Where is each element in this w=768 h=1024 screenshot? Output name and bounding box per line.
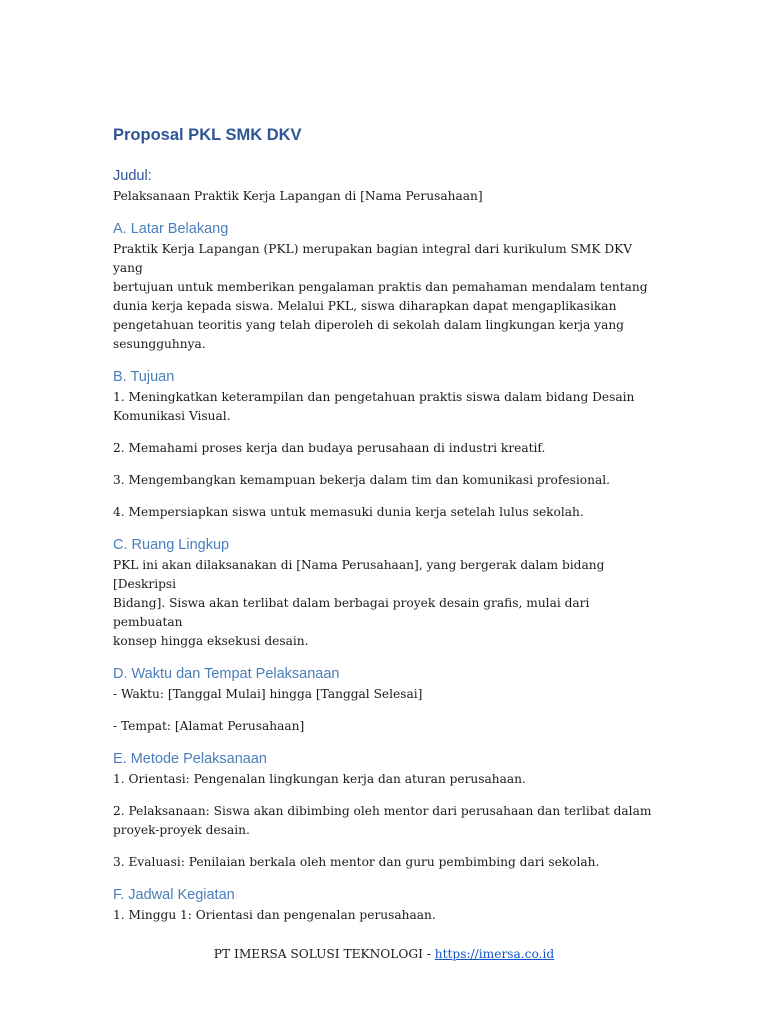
list-item	[113, 685, 653, 704]
list-item	[113, 471, 653, 490]
list-item	[113, 439, 653, 458]
latar-belakang-line: Praktik Kerja Lapangan (PKL) merupakan bagian integral dari kurikulum SMK DKV yang	[113, 242, 633, 275]
list-item	[113, 388, 653, 426]
document-page	[113, 122, 653, 937]
latar-belakang-line: bertujuan untuk memberikan pengalaman praktis dan pemahaman mendalam tentang	[113, 280, 648, 294]
judul-text: Pelaksanaan Praktik Kerja Lapangan di [Nama Perusahaan]	[113, 189, 483, 203]
list-item	[113, 717, 653, 736]
list-item-line: 1. Meningkatkan keterampilan dan pengetahuan praktis siswa dalam bidang Desain	[113, 390, 635, 404]
latar-belakang-line: dunia kerja kepada siswa. Melalui PKL, siswa diharapkan dapat mengaplikasikan	[113, 299, 617, 313]
latar-belakang-line: sesungguhnya.	[113, 337, 206, 351]
list-item	[113, 770, 653, 789]
list-item	[113, 853, 653, 872]
section-judul	[113, 165, 653, 206]
list-item-line: 1. Orientasi: Pengenalan lingkungan kerja dan aturan perusahaan.	[113, 772, 526, 786]
section-metode	[113, 748, 653, 872]
page-footer	[0, 945, 768, 963]
heading-latar-belakang: A. Latar Belakang	[113, 221, 229, 237]
heading-ruang-lingkup: C. Ruang Lingkup	[113, 537, 230, 553]
section-latar-belakang	[113, 218, 653, 354]
list-item-line: Komunikasi Visual.	[113, 409, 231, 423]
latar-belakang-line: pengetahuan teoritis yang telah diperoleh di sekolah dalam lingkungan kerja yang	[113, 318, 624, 332]
section-tujuan	[113, 366, 653, 522]
section-jadwal	[113, 884, 653, 925]
list-item	[113, 906, 653, 925]
list-item-line: 2. Memahami proses kerja dan budaya perusahaan di industri kreatif.	[113, 441, 546, 455]
list-item-line: - Waktu: [Tanggal Mulai] hingga [Tanggal Selesai]	[113, 687, 423, 701]
heading-metode: E. Metode Pelaksanaan	[113, 751, 267, 767]
list-item-line: 4. Mempersiapkan siswa untuk memasuki dunia kerja setelah lulus sekolah.	[113, 505, 584, 519]
footer-link[interactable]: https://imersa.co.id	[434, 947, 555, 961]
list-item-line: 3. Evaluasi: Penilaian berkala oleh mentor dan guru pembimbing dari sekolah.	[113, 855, 600, 869]
heading-judul: Judul:	[113, 168, 152, 184]
section-ruang-lingkup	[113, 534, 653, 651]
heading-tujuan: B. Tujuan	[113, 369, 175, 385]
ruang-lingkup-line: Bidang]. Siswa akan terlibat dalam berbagai proyek desain grafis, mulai dari pembuatan	[113, 596, 590, 629]
list-item-line: 3. Mengembangkan kemampuan bekerja dalam tim dan komunikasi profesional.	[113, 473, 610, 487]
document-title: Proposal PKL SMK DKV	[113, 126, 302, 144]
list-item-line: 1. Minggu 1: Orientasi dan pengenalan perusahaan.	[113, 908, 436, 922]
list-item	[113, 802, 653, 840]
section-waktu-tempat	[113, 663, 653, 736]
list-item-line: 2. Pelaksanaan: Siswa akan dibimbing oleh mentor dari perusahaan dan terlibat dalam	[113, 804, 652, 818]
ruang-lingkup-line: PKL ini akan dilaksanakan di [Nama Perusahaan], yang bergerak dalam bidang [Deskripsi	[113, 558, 605, 591]
ruang-lingkup-line: konsep hingga eksekusi desain.	[113, 634, 309, 648]
list-item-line: - Tempat: [Alamat Perusahaan]	[113, 719, 305, 733]
list-item-line: proyek-proyek desain.	[113, 823, 250, 837]
heading-waktu-tempat: D. Waktu dan Tempat Pelaksanaan	[113, 666, 340, 682]
footer-company: PT IMERSA SOLUSI TEKNOLOGI -	[213, 947, 435, 961]
heading-jadwal: F. Jadwal Kegiatan	[113, 887, 235, 903]
list-item	[113, 503, 653, 522]
